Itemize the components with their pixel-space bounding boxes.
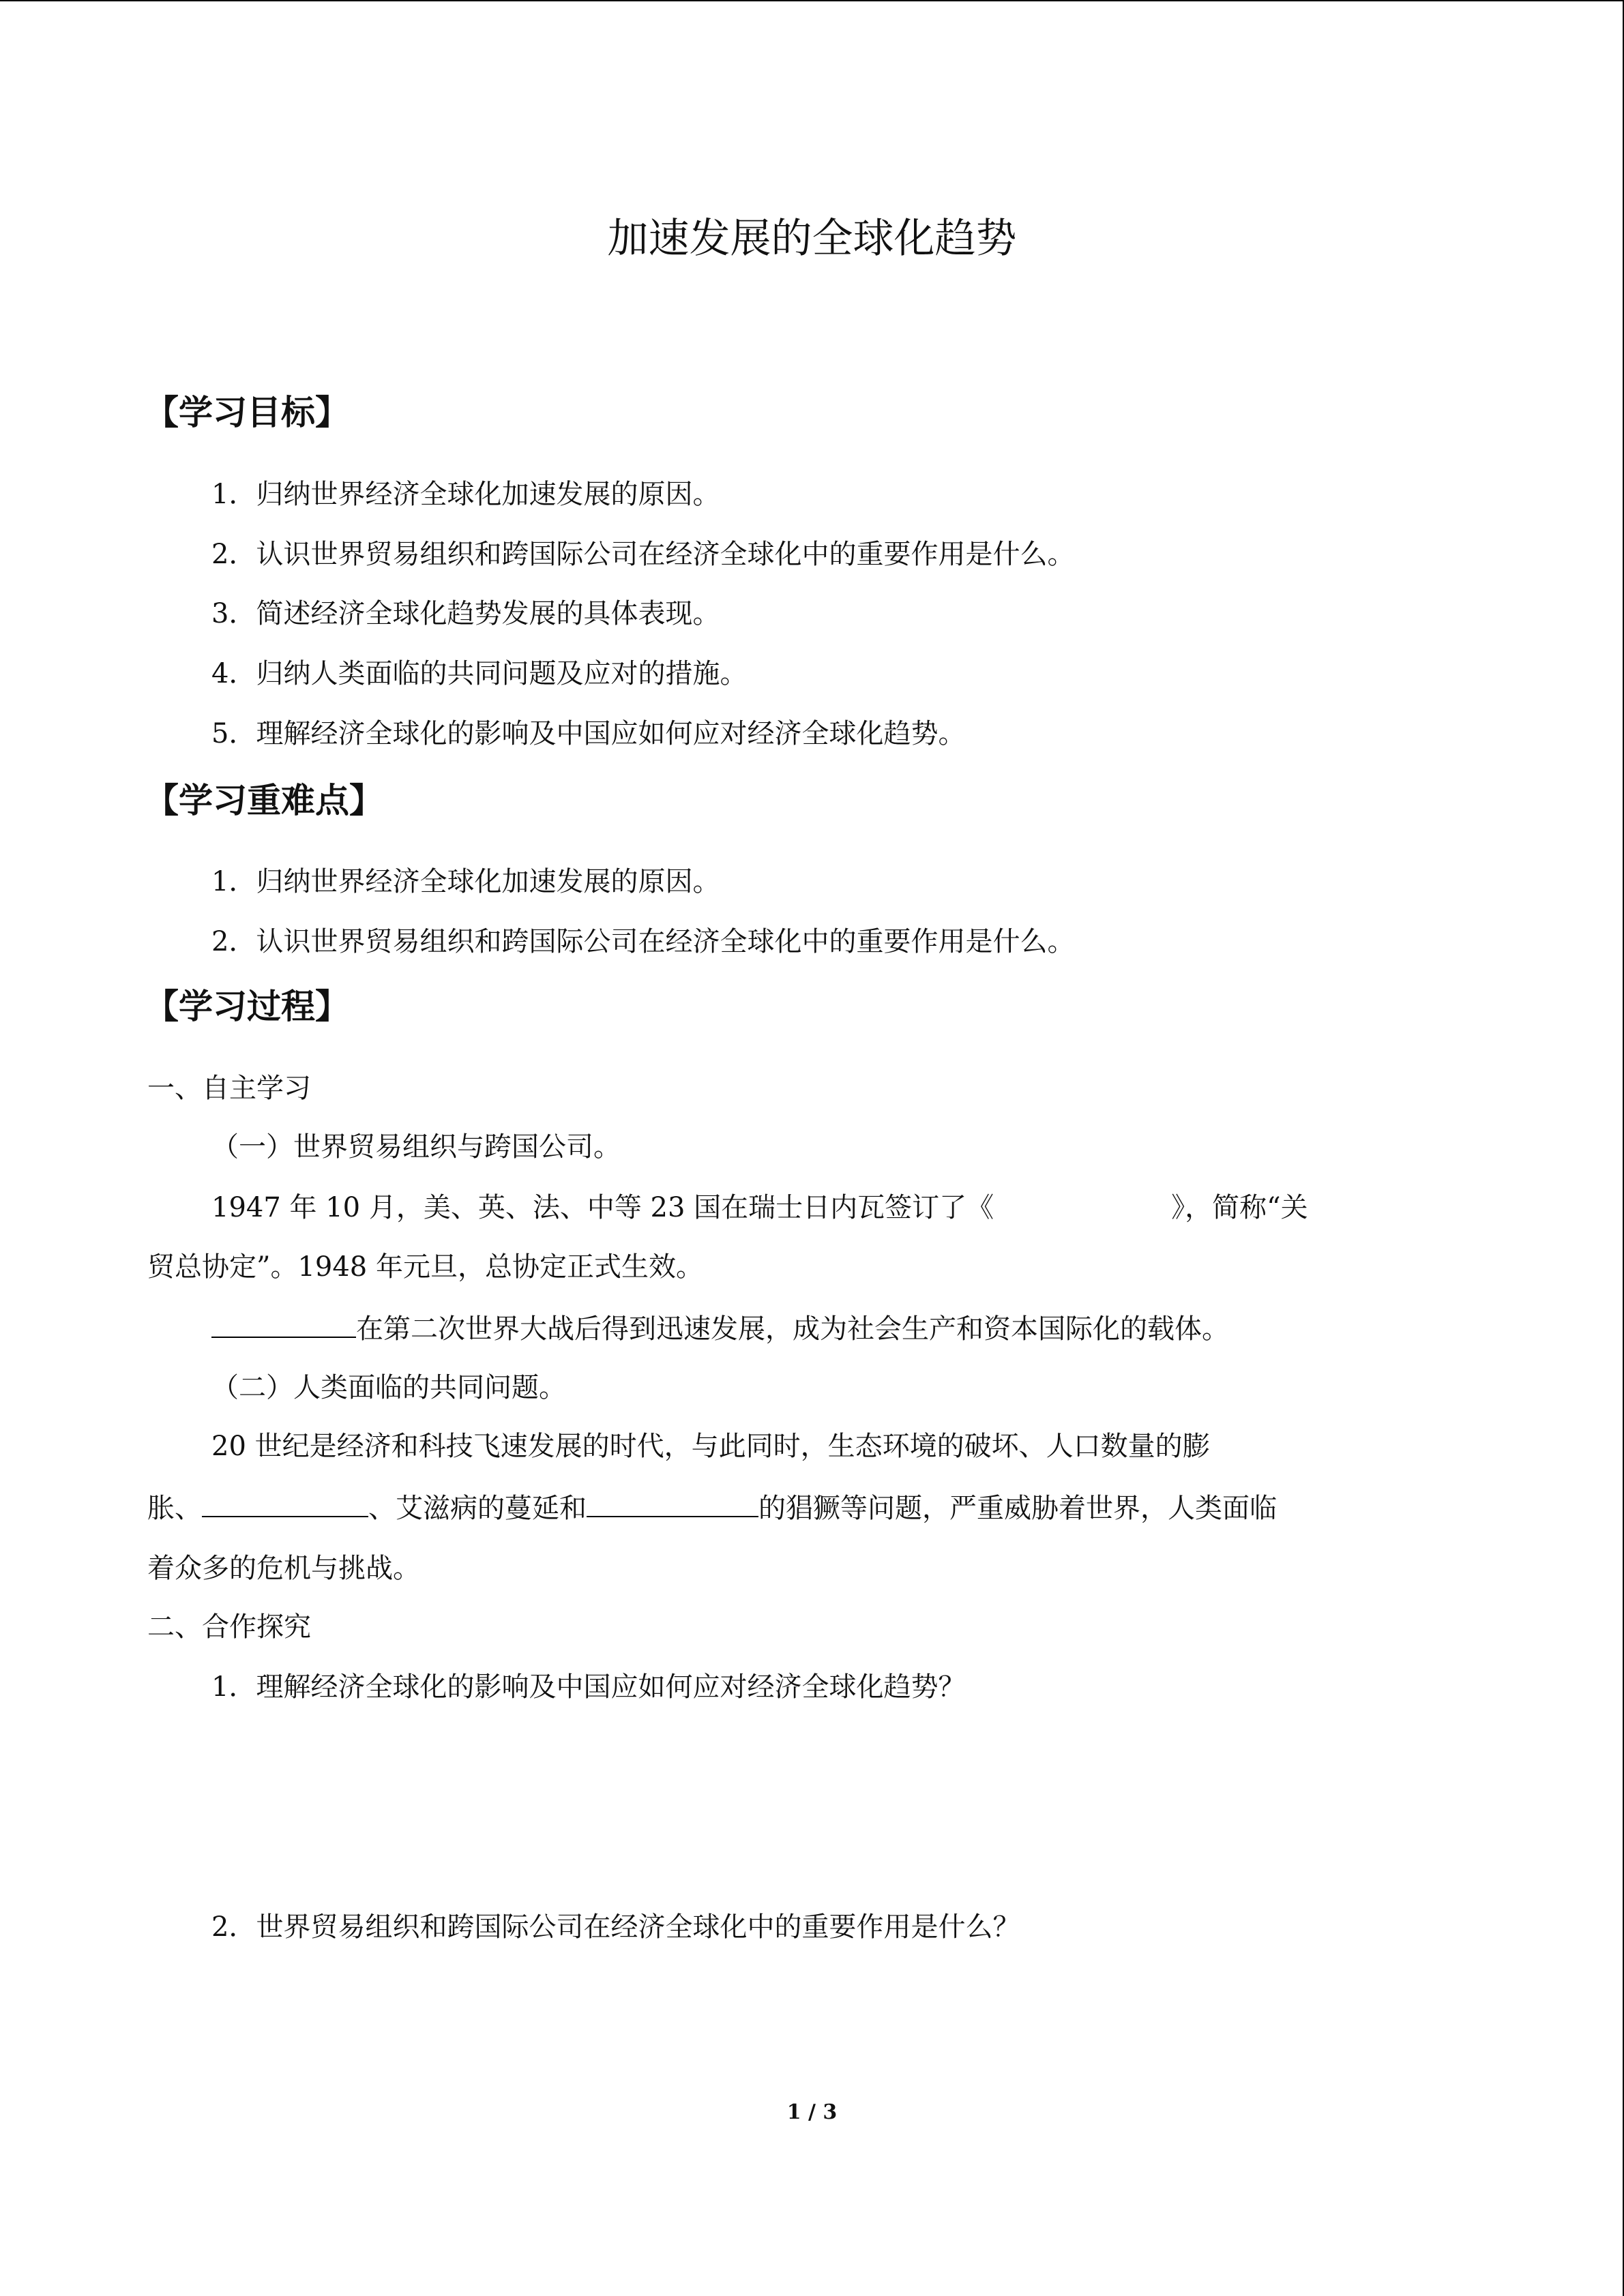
paragraph-1-text-b: 》，简称“关 (1171, 1192, 1308, 1223)
paragraph-2 (211, 1309, 1229, 1348)
paragraph-3-text-c: 的猖獗等问题，严重威胁着世界，人类面临 (758, 1493, 1277, 1524)
key-point-item-1: 1．归纳世界经济全球化加速发展的原因。 (211, 866, 720, 897)
blank-problem-2[interactable] (587, 1489, 758, 1517)
cooperation-question-1: 1．理解经济全球化的影响及中国应如何应对经济全球化趋势？ (211, 1671, 966, 1703)
self-study-heading: 一、自主学习 (147, 1073, 311, 1104)
page-number: 1 / 3 (786, 2100, 838, 2124)
cooperation-question-2: 2．世界贸易组织和跨国际公司在经济全球化中的重要作用是什么？ (211, 1911, 1020, 1943)
document-title: 加速发展的全球化趋势 (607, 215, 1017, 263)
paragraph-1-text-a: 1947 年 10 月，美、英、法、中等 23 国在瑞士日内瓦签订了《 (211, 1192, 994, 1223)
part1-heading: （一）世界贸易组织与跨国公司。 (211, 1131, 621, 1163)
objective-item-1: 1．归纳世界经济全球化加速发展的原因。 (211, 479, 720, 510)
cooperation-heading: 二、合作探究 (147, 1611, 311, 1643)
key-point-item-2: 2．认识世界贸易组织和跨国际公司在经济全球化中的重要作用是什么。 (211, 926, 1075, 957)
paragraph-3-line-3: 着众多的危机与挑战。 (147, 1553, 420, 1584)
blank-problem-1[interactable] (202, 1489, 368, 1517)
blank-multinational[interactable] (211, 1309, 356, 1338)
paragraph-1-line-2: 贸总协定”。1948 年元旦，总协定正式生效。 (147, 1251, 703, 1283)
process-heading: 【学习过程】 (145, 987, 349, 1026)
objective-item-5: 5．理解经济全球化的影响及中国应如何应对经济全球化趋势。 (211, 718, 966, 749)
objective-item-3: 3．简述经济全球化趋势发展的具体表现。 (211, 598, 720, 629)
objective-item-2: 2．认识世界贸易组织和跨国际公司在经济全球化中的重要作用是什么。 (211, 539, 1075, 570)
paragraph-3-line-1: 20 世纪是经济和科技飞速发展的时代，与此同时，生态环境的破坏、人口数量的膨 (211, 1431, 1210, 1462)
paragraph-3-text-a: 胀、 (147, 1493, 202, 1524)
paragraph-3-text-b: 、艾滋病的蔓延和 (368, 1493, 587, 1524)
objective-item-4: 4．归纳人类面临的共同问题及应对的措施。 (211, 658, 748, 689)
objectives-heading: 【学习目标】 (145, 393, 349, 432)
part2-heading: （二）人类面临的共同问题。 (211, 1372, 566, 1403)
key-points-heading: 【学习重难点】 (145, 781, 383, 820)
paragraph-2-text: 在第二次世界大战后得到迅速发展，成为社会生产和资本国际化的载体。 (356, 1313, 1229, 1345)
paragraph-3-line-2 (147, 1489, 1277, 1527)
paragraph-1-line-1 (211, 1189, 1308, 1227)
